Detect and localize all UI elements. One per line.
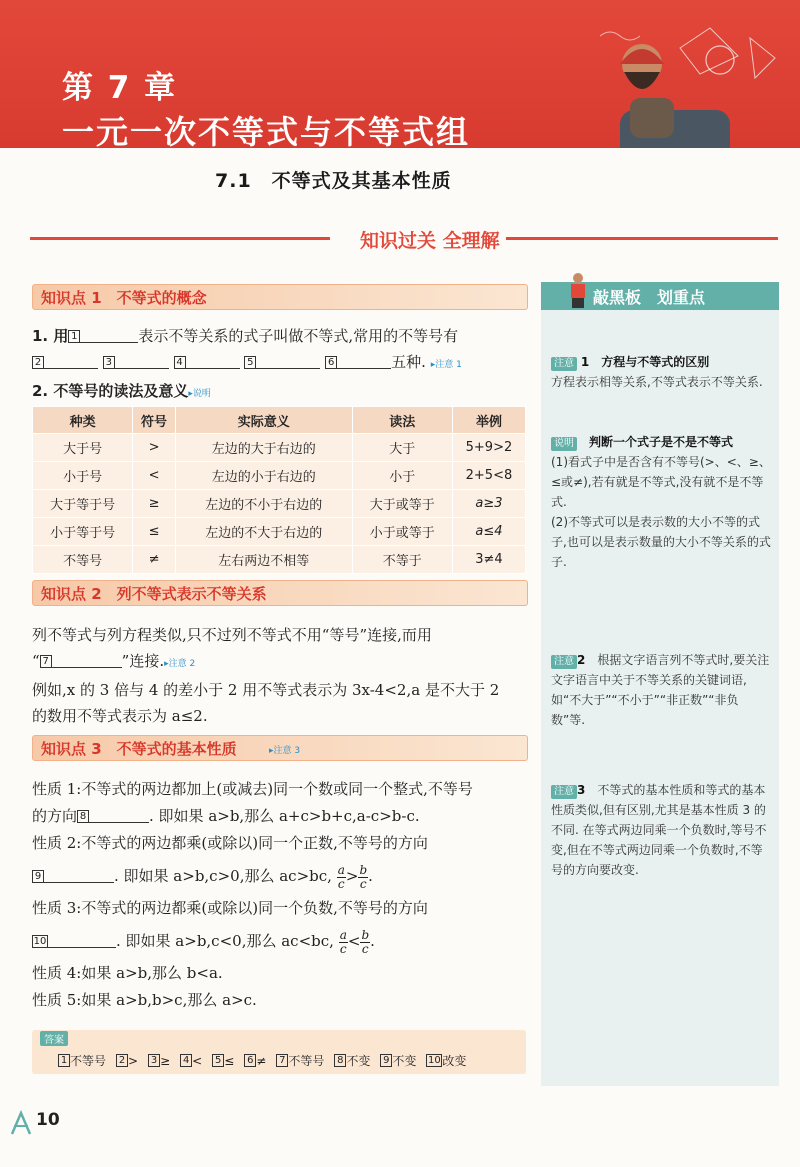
kp2-title: 知识点 2 列不等式表示不等关系 — [41, 585, 267, 603]
sidebar-header — [541, 282, 779, 310]
chapter-header — [0, 0, 800, 148]
table-cell: 左边的小于右边的 — [175, 462, 352, 490]
table-cell: ≠ — [133, 546, 176, 574]
note-2: 注意 2 根据文字语言列不等式时,要关注文字语言中关于不等关系的关键词语,如“不大于”“不小于”“非正数”“非负数”等. — [551, 653, 770, 727]
table-cell: a≥3 — [452, 490, 525, 518]
section-title: 7.1 不等式及其基本性质 — [215, 170, 452, 192]
answers-box — [32, 1030, 526, 1074]
table-cell: 大于等于号 — [33, 490, 133, 518]
table-cell: 小于或等于 — [352, 518, 452, 546]
blank-5[interactable] — [256, 354, 320, 369]
table-cell: a≤4 — [452, 518, 525, 546]
explain-note: 说明 判断一个式子是不是不等式 (1)看式子中是否含有不等号(>、<、≥、≤或≠),若有就是不等式,没有就不是不等式. (2)不等式可以是表示数的大小不等的式子,也可以是表示数量的大小不等关系的式子. — [551, 435, 771, 569]
table-cell: 左边的不小于右边的 — [175, 490, 352, 518]
table-cell: < — [133, 462, 176, 490]
answer-item: 5 ≤ — [212, 1054, 234, 1068]
table-cell: ≤ — [133, 518, 176, 546]
knowledge-point-2-bar — [32, 580, 528, 606]
answers-row — [58, 1052, 476, 1069]
note-3: 注意 3 不等式的基本性质和等式的基本性质类似,但有区别,尤其是基本性质 3 的不同. 在等式两边同乘一个负数时,等号不变,但在不等式两边同乘一个负数时,不等号的方向要改变. — [551, 783, 767, 877]
table-cell: 大于号 — [33, 434, 133, 462]
answer-item: 2 > — [116, 1054, 138, 1068]
table-row — [33, 490, 526, 518]
table-row — [33, 546, 526, 574]
answer-item: 9 不变 — [380, 1054, 416, 1068]
table-row — [33, 518, 526, 546]
answer-item: 7 不等号 — [276, 1054, 324, 1068]
chapter-title: 一元一次不等式与不等式组 — [62, 113, 471, 148]
fraction-b-c: $\frac{b}{c}$ — [359, 862, 368, 891]
table-cell: 2+5<8 — [452, 462, 525, 490]
table-cell: 大于 — [352, 434, 452, 462]
answer-item: 10 改变 — [428, 1054, 467, 1068]
fraction-b-c-2: $\frac{b}{c}$ — [361, 927, 370, 956]
table-cell: ≥ — [133, 490, 176, 518]
answer-item: 8 不变 — [334, 1054, 370, 1068]
table-cell: 大于或等于 — [352, 490, 452, 518]
blank-9[interactable] — [44, 868, 114, 883]
table-header-cell: 种类 — [33, 407, 133, 434]
table-cell: 不等于 — [352, 546, 452, 574]
fraction-a-c-2: $\frac{a}{c}$ — [339, 927, 347, 956]
blank-2[interactable] — [44, 354, 98, 369]
kp3-title: 知识点 3 不等式的基本性质 — [41, 740, 237, 758]
table-header-cell: 实际意义 — [175, 407, 352, 434]
answer-item: 4 < — [180, 1054, 202, 1068]
kp2-para: 列不等式与列方程类似,只不过列不等式不用“等号”连接,而用 “ 7 ”连接.▸注意 2 例如,x 的 3 倍与 4 的差小于 2 用不等式表示为 3x-4<2,a 是不大于 2 的数用不等式表示为 a≤2. — [32, 626, 500, 725]
table-cell: > — [133, 434, 176, 462]
banner-text: 知识过关 全理解 — [330, 226, 506, 253]
blank-4[interactable] — [186, 354, 240, 369]
answer-item: 3 ≥ — [148, 1054, 170, 1068]
blank-8[interactable] — [89, 808, 149, 823]
table-cell: 左边的大于右边的 — [175, 434, 352, 462]
explain-tag[interactable]: ▸说明 — [188, 389, 211, 399]
table-header-cell: 举例 — [452, 407, 525, 434]
knowledge-point-1-bar — [32, 284, 528, 310]
blank-6[interactable] — [337, 354, 391, 369]
person-icon — [567, 272, 589, 308]
table-cell: 小于号 — [33, 462, 133, 490]
table-cell: 小于 — [352, 462, 452, 490]
note-tag-2[interactable]: ▸注意 2 — [164, 659, 196, 669]
answer-item: 1 不等号 — [58, 1054, 106, 1068]
table-header-cell: 符号 — [133, 407, 176, 434]
blank-1[interactable] — [80, 328, 138, 343]
answers-label: 答案 — [40, 1031, 68, 1046]
blank-7[interactable] — [52, 653, 122, 668]
section-banner — [30, 226, 778, 252]
answer-item: 6 ≠ — [244, 1054, 266, 1068]
compass-icon — [8, 1110, 34, 1136]
table-row — [33, 462, 526, 490]
banner-line-right — [500, 237, 778, 240]
kp3-para: 性质 1:不等式的两边都加上(或减去)同一个数或同一个整式,不等号 的方向 8 . 即如果 a>b,那么 a+c>b+c,a-c>b-c. 性质 2:不等式的两边都乘(或除以)同一个正数,不等号的方向 9 . 即如果 a>b,c>0,那么 ac>bc, $\frac{a}{c}>$ $\frac{b}{c}$. 性质 3:不等式的两边都乘(或除以)同一个负数,不等号的方向 10 . 即如果 a>b,c<0,那么 ac<bc, $\frac{a}{c}<$ $\frac{b}{c}$. 性质 4:如果 a>b,那么 b<a. 性质 5:如果 a>b,b>c,那么 a>c. — [32, 780, 473, 1009]
table-row — [33, 434, 526, 462]
banner-line-left — [30, 237, 330, 240]
person-illustration — [560, 8, 800, 148]
table-header-cell: 读法 — [352, 407, 452, 434]
sidebar-title: 敲黑板 划重点 — [593, 288, 706, 307]
page-number: 10 — [36, 1110, 60, 1130]
kp1-title: 知识点 1 不等式的概念 — [41, 289, 207, 307]
note-tag-3[interactable]: ▸注意 3 — [269, 746, 301, 756]
sidebar-key-points — [541, 282, 779, 1086]
table-cell: 左右两边不相等 — [175, 546, 352, 574]
table-cell: 小于等于号 — [33, 518, 133, 546]
kp1-para: 1. 用 1 表示不等关系的式子叫做不等式,常用的不等号有 2 3 4 5 6 五种. ▸注意 1 2. 不等号的读法及意义▸说明 — [32, 327, 462, 400]
table-cell: 左边的不大于右边的 — [175, 518, 352, 546]
knowledge-point-3-bar — [32, 735, 528, 761]
table-cell: 5+9>2 — [452, 434, 525, 462]
table-cell: 3≠4 — [452, 546, 525, 574]
fraction-a-c: $\frac{a}{c}$ — [337, 862, 345, 891]
inequality-symbol-table — [32, 406, 526, 574]
table-cell: 不等号 — [33, 546, 133, 574]
blank-10[interactable] — [48, 933, 116, 948]
note-1: 注意 1 方程与不等式的区别 方程表示相等关系,不等式表示不等关系. — [551, 355, 763, 389]
note-tag-1[interactable]: ▸注意 1 — [430, 360, 462, 370]
blank-3[interactable] — [115, 354, 169, 369]
chapter-number: 第 7 章 — [62, 70, 178, 106]
